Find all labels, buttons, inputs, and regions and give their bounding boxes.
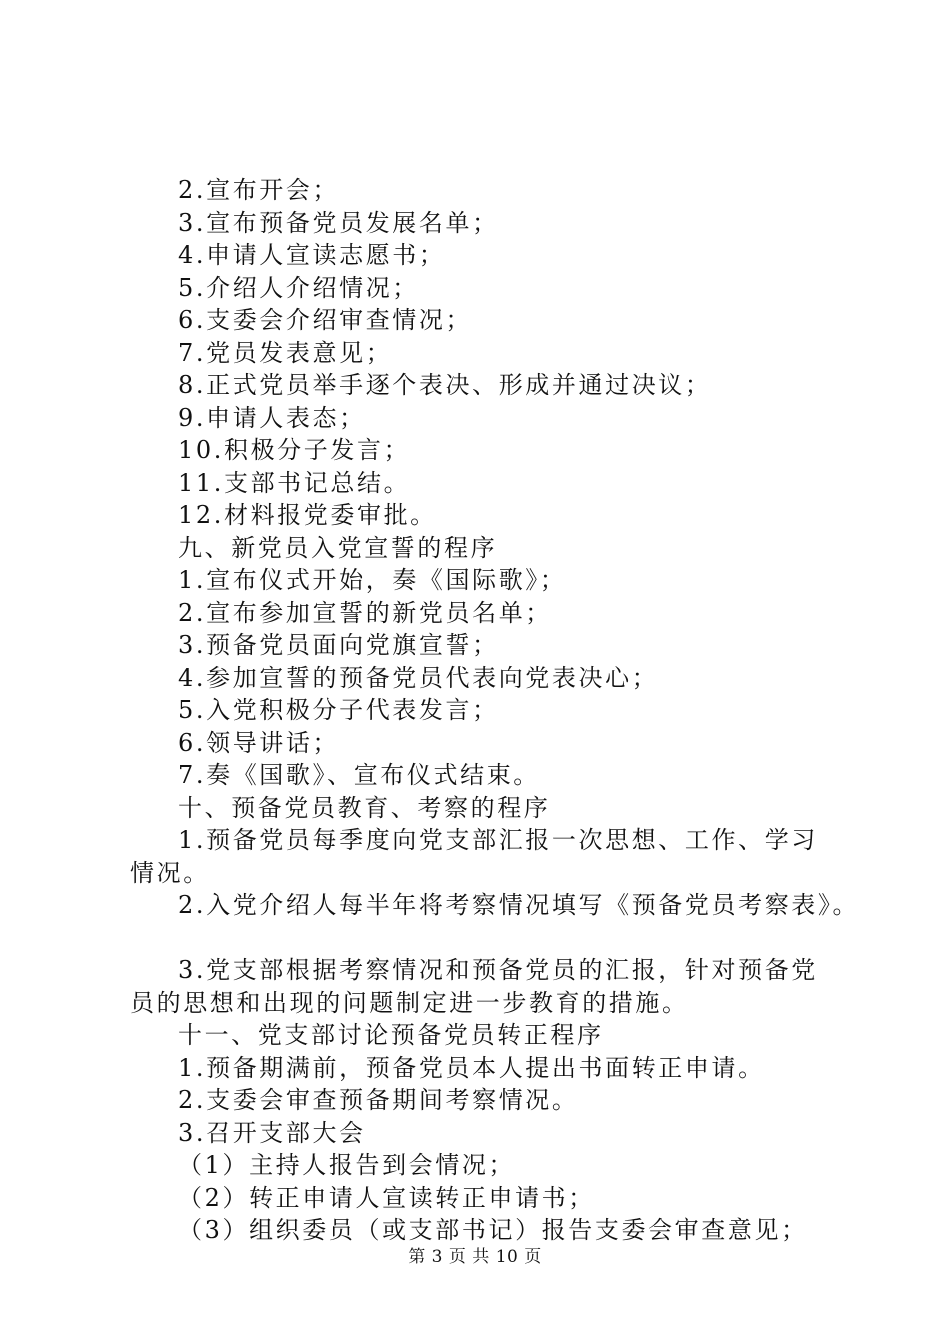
text-line: 7.奏《国歌》、宣布仪式结束。 bbox=[178, 761, 540, 789]
text-line: 5.入党积极分子代表发言； bbox=[178, 696, 499, 724]
text-line: 9.申请人表态； bbox=[178, 403, 366, 432]
paragraph: 2.入党介绍人每半年将考察情况填写《预备党员考察表》。 bbox=[178, 891, 860, 919]
text-line: 4.参加宣誓的预备党员代表向党表决心； bbox=[178, 663, 659, 692]
text-line: 2.支委会审查预备期间考察情况。 bbox=[178, 1086, 579, 1114]
blank-line bbox=[130, 922, 830, 955]
sub-item: （3）组织委员（或支部书记）报告支委会审查意见； bbox=[178, 1216, 808, 1244]
text-line: 6.领导讲话； bbox=[178, 728, 340, 757]
paragraph: 3.党支部根据考察情况和预备党员的汇报，针对预备党员的思想和出现的问题制定进一步教育的措施。 bbox=[130, 956, 818, 1017]
section-heading: 十、预备党员教育、考察的程序 bbox=[178, 793, 551, 822]
text-line: 3.宣布预备党员发展名单； bbox=[178, 208, 499, 237]
section-heading: 九、新党员入党宣誓的程序 bbox=[178, 533, 498, 562]
text-line: 11.支部书记总结。 bbox=[178, 468, 411, 497]
text-line: 8.正式党员举手逐个表决、形成并通过决议； bbox=[178, 371, 712, 399]
sub-item: （1）主持人报告到会情况； bbox=[178, 1151, 516, 1179]
text-line: 3.召开支部大会 bbox=[178, 1118, 366, 1147]
text-line: 1.宣布仪式开始，奏《国际歌》； bbox=[178, 566, 567, 594]
text-line: 7.党员发表意见； bbox=[178, 338, 393, 367]
text-line: 4.申请人宣读志愿书； bbox=[178, 241, 446, 269]
text-line: 3.预备党员面向党旗宣誓； bbox=[178, 631, 499, 659]
text-line: 5.介绍人介绍情况； bbox=[178, 273, 419, 302]
sub-item: （2）转正申请人宣读转正申请书； bbox=[178, 1183, 595, 1212]
text-line: 10.积极分子发言； bbox=[178, 436, 411, 464]
document-body bbox=[130, 174, 860, 1247]
page-footer: 第 3 页 共 10 页 bbox=[408, 1247, 542, 1267]
text-line: 6.支委会介绍审查情况； bbox=[178, 306, 473, 334]
text-line: 2.宣布参加宣誓的新党员名单； bbox=[178, 598, 552, 627]
section-heading: 十一、党支部讨论预备党员转正程序 bbox=[178, 1021, 604, 1049]
paragraph: 1.预备党员每季度向党支部汇报一次思想、工作、学习情况。 bbox=[130, 826, 818, 887]
text-line: 2.宣布开会； bbox=[178, 176, 340, 204]
text-line: 1.预备期满前，预备党员本人提出书面转正申请。 bbox=[178, 1053, 765, 1082]
text-line: 12.材料报党委审批。 bbox=[178, 501, 437, 529]
